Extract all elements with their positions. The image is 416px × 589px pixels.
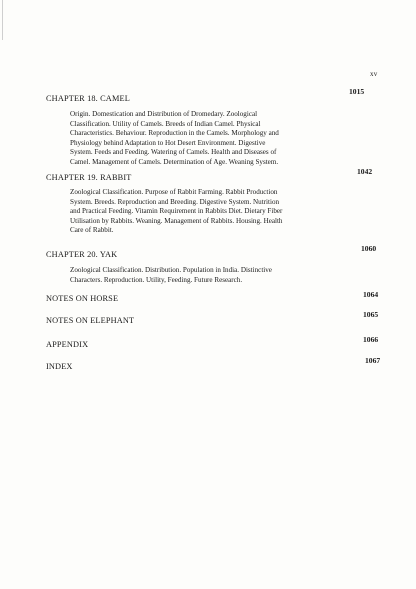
index-page: 1067	[365, 356, 381, 365]
notes-elephant-heading: NOTES ON ELEPHANT	[46, 316, 135, 325]
chapter-18-page: 1015	[349, 87, 365, 96]
description-line: Zoological Classification. Distribution. Population in India. Distinctive	[70, 266, 272, 274]
page-number: xv	[370, 70, 378, 78]
chapter-20-heading: CHAPTER 20. YAK	[46, 250, 118, 259]
description-line: Characters. Reproduction. Utility, Feeding. Future Research.	[70, 275, 243, 284]
chapter-19-description	[70, 188, 348, 236]
description-line: System. Feeds and Feeding. Watering of Camels. Health and Diseases of	[70, 148, 277, 157]
chapter-20-description	[70, 266, 348, 285]
chapter-18-heading: CHAPTER 18. CAMEL	[46, 94, 130, 103]
appendix-page: 1066	[363, 335, 379, 344]
description-line: Zoological Classification. Purpose of Rabbit Farming. Rabbit Production	[70, 188, 278, 196]
description-line: Characteristics. Behaviour. Reproduction in the Camels. Morphology and	[70, 129, 279, 138]
description-line: and Practical Feeding. Vitamin Requirement in Rabbits Diet. Dietary Fiber	[70, 207, 283, 216]
description-line: Origin. Domestication and Distribution of Dromedary. Zoological	[70, 110, 258, 118]
description-line: Classification. Utility of Camels. Breeds of Indian Camel. Physical	[70, 119, 261, 128]
notes-horse-page: 1064	[363, 290, 379, 299]
description-line: Utilisation by Rabbits. Weaning. Management of Rabbits. Housing. Health	[70, 216, 283, 225]
chapter-19-heading: CHAPTER 19. RABBIT	[46, 173, 132, 182]
description-line: System. Breeds. Reproduction and Breeding. Digestive System. Nutrition	[70, 197, 280, 206]
page-edge-mark	[2, 0, 3, 40]
description-line: Physiology behind Adaptation to Hot Desert Environment. Digestive	[70, 138, 266, 147]
notes-elephant-page: 1065	[363, 310, 379, 319]
appendix-heading: APPENDIX	[46, 340, 89, 349]
chapter-20-page: 1060	[361, 244, 377, 253]
chapter-19-page: 1042	[357, 167, 373, 176]
index-heading: INDEX	[46, 362, 73, 371]
chapter-18-description	[70, 110, 348, 168]
description-line: Camel. Management of Camels. Determination of Age. Weaning System.	[70, 157, 279, 166]
notes-horse-heading: NOTES ON HORSE	[46, 294, 119, 303]
description-line: Care of Rabbit.	[70, 226, 114, 235]
